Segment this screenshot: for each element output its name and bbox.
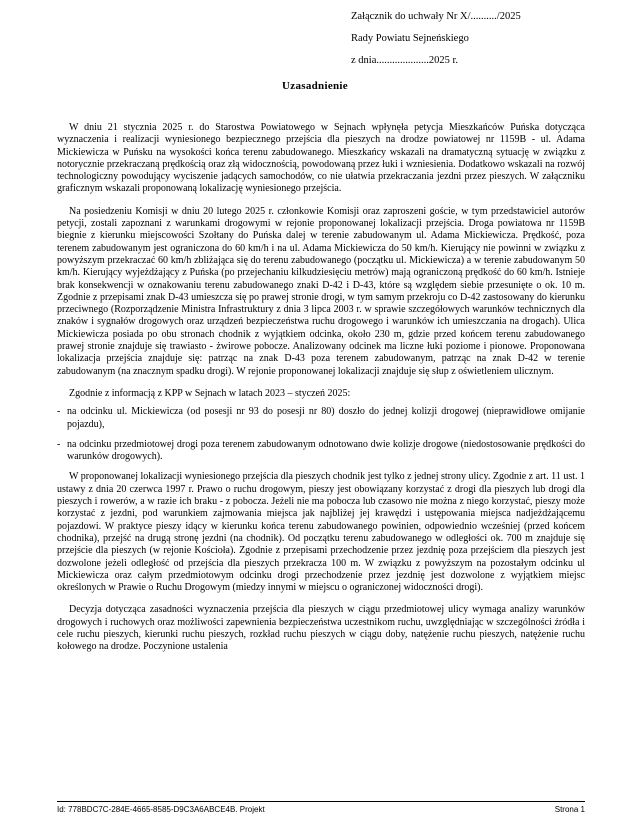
list-item: - na odcinku przedmiotowej drogi poza terenem zabudowanym odnotowano dwie kolizje drogowe (niedostosowanie prędkości do warunków drogowych). — [57, 439, 585, 464]
paragraph-commission-meeting: Na posiedzeniu Komisji w dniu 20 lutego 2025 r. członkowie Komisji oraz zaproszeni goście, w tym przedstawiciel autorów petycji, zostali zapoznani z warunkami drogowymi w rejonie proponowanej lokalizacji przejścia. Droga powiatowa nr 1159B biegnie z kierunku miejscowości Szołtany do Puńska dalej w terenie zabudowanym ul. Adama Mickiewicza. Prędkość, poza terenem zabudowanym jest ograniczona do 60 km/h i na ul. Adama Mickiewicza do 50 km/h. Kierujący nie powinni w związku z powyższym przekraczać 60 km/h zbliżająca się do terenu zabudowanego (początku ul. Mickiewicza) a w terenie zabudowanym 50 km/h. Kierujący wyjeżdżający z Puńska (po przejechaniu kilkudziesięciu metrów) mają ograniczoną prędkość do 60 km/h. Istnieje brak konsekwencji w oznakowaniu terenu zabudowanego znaki D-42 i D-43, które są względem siebie przesunięte o ok. 10 m. Zgodnie z przepisami znak D-43 umieszcza się po prawej stronie drogi, w tym samym przekroju co D-42 zastosowany do kierunku przeciwnego (Rozporządzenie Ministra Infrastruktury z dnia 3 lipca 2003 r. w sprawie szczegółowych warunków technicznych dla znaków i sygnałów drogowych oraz urządzeń bezpieczeństwa ruchu drogowego i warunków ich umieszczania na drogach). Ulica Mickiewicza posiada po obu stronach chodnik z wyjątkiem odcinka, około 230 m, gdzie przed końcem terenu zabudowanego prawej stronie znajduje się trawiasto - żwirowe pobocze. Analizowany odcinek ma liczne łuki poziome i pionowe. Proponowana lokalizacja przejścia znajduje się: patrząc na znak D-43 poza terenem zabudowanym, patrząc na znak D-42 w terenie zabudowanym (na znacznym spadku drogi). W rejonie proponowanej lokalizacji znajduje się słup z oświetleniem ulicznym. — [57, 205, 585, 377]
header-date-line: z dnia....................2025 r. — [351, 55, 459, 66]
footer-divider — [57, 801, 585, 802]
paragraph-petition: W dniu 21 stycznia 2025 r. do Starostwa Powiatowego w Sejnach wpłynęła petycja Mieszkańców Puńska dotycząca wyznaczenia i realizacji wyniesionego bezpiecznego przejścia dla pieszych na drodze powiatowej nr 1159B - ul. Adama Mickiewicza w Puńsku na wysokości końca terenu zabudowanego. Mieszkańcy wskazali na dramatyczną sytuację w związku z notorycznie przekraczaną prędkością oraz złą widocznością, powodowaną przez łuki i wzniesienia. Dodatkowo wskazali na rozwój technologiczny powodujący wyciszenie jadących samochodów, co nie ułatwia przekraczania jezdni przez pieszych. W załączniku graficznym wskazali proponowaną lokalizację wyniesionego przejścia. — [57, 122, 585, 195]
header-resolution-line: Załącznik do uchwały Nr X/........../2025 — [351, 11, 521, 22]
paragraph-decision: Decyzja dotycząca zasadności wyznaczenia przejścia dla pieszych w ciągu przedmiotowej ulicy wymaga analizy warunków drogowych i ruchowych oraz możliwości zapewnienia bezpieczeństwa uczestnikom ruchu, uwzględniając w szczególności źródła i cele ruchu pieszych, kierunki ruchu pieszych, rozkład ruchu pieszych w ciągu doby, natężenie ruchu pieszych, natężenie ruchu kołowego na drodze. Poczynione ustalenia — [57, 604, 585, 653]
header-council-line: Rady Powiatu Sejneńskiego — [351, 33, 469, 44]
document-body — [57, 122, 585, 664]
page-number: Strona 1 — [554, 805, 585, 814]
document-title: Uzasadnienie — [282, 80, 348, 92]
paragraph-police-info: Zgodnie z informacją z KPP w Sejnach w latach 2023 – styczeń 2025: — [69, 387, 351, 399]
page-footer — [57, 805, 585, 814]
collision-list — [57, 406, 585, 463]
paragraph-pedestrian-rules: W proponowanej lokalizacji wyniesionego przejścia dla pieszych chodnik jest tylko z jednej strony ulicy. Zgodnie z art. 11 ust. 1 ustawy z dnia 20 czerwca 1997 r. Prawo o ruchu drogowym, pieszy jest obowiązany korzystać z drogi dla pieszych lub drogi dla pieszych i rowerów, a w razie ich braku - z pobocza. Jeżeli nie ma pobocza lub czasowo nie można z niego korzystać, pieszy może korzystać z jezdni, pod warunkiem zajmowania miejsca jak najbliżej jej krawędzi i ustępowania miejsca nadjeżdżającemu pojazdowi. W praktyce pieszy idący w kierunku końca terenu zabudowanego powinien, odpowiednio wcześniej (przed końcem chodnika), przejść na drugą stronę jezdni (na chodnik). Od początku terenu zabudowanego w odległości ok. 700 m znajduje się przejście dla pieszych (w rejonie Kościoła). Zgodnie z przepisami przechodzenie przez jezdnię poza przejściem dla pieszych jest dozwolone jeżeli odległość od przejścia dla pieszych przekracza 100 m. W związku z powyższym na pozostałym odcinku ul Mickiewicza oraz całym przedmiotowym odcinku drogi przechodzenie przez jezdnię jest dozwolone z wyjątkiem miejsc określonych w Prawie o Ruchu Drogowym (miedzy innymi w miejscu o ograniczonej widoczności drogi). — [57, 471, 585, 594]
attachment-header — [351, 10, 521, 76]
list-item: - na odcinku ul. Mickiewicza (od posesji nr 93 do posesji nr 80) doszło do jednej kolizji drogowej (nieprawidłowe omijanie pojazdu), — [57, 406, 585, 431]
document-id: Id: 778BDC7C-284E-4665-8585-D9C3A6ABCE4B. Projekt — [57, 805, 265, 814]
